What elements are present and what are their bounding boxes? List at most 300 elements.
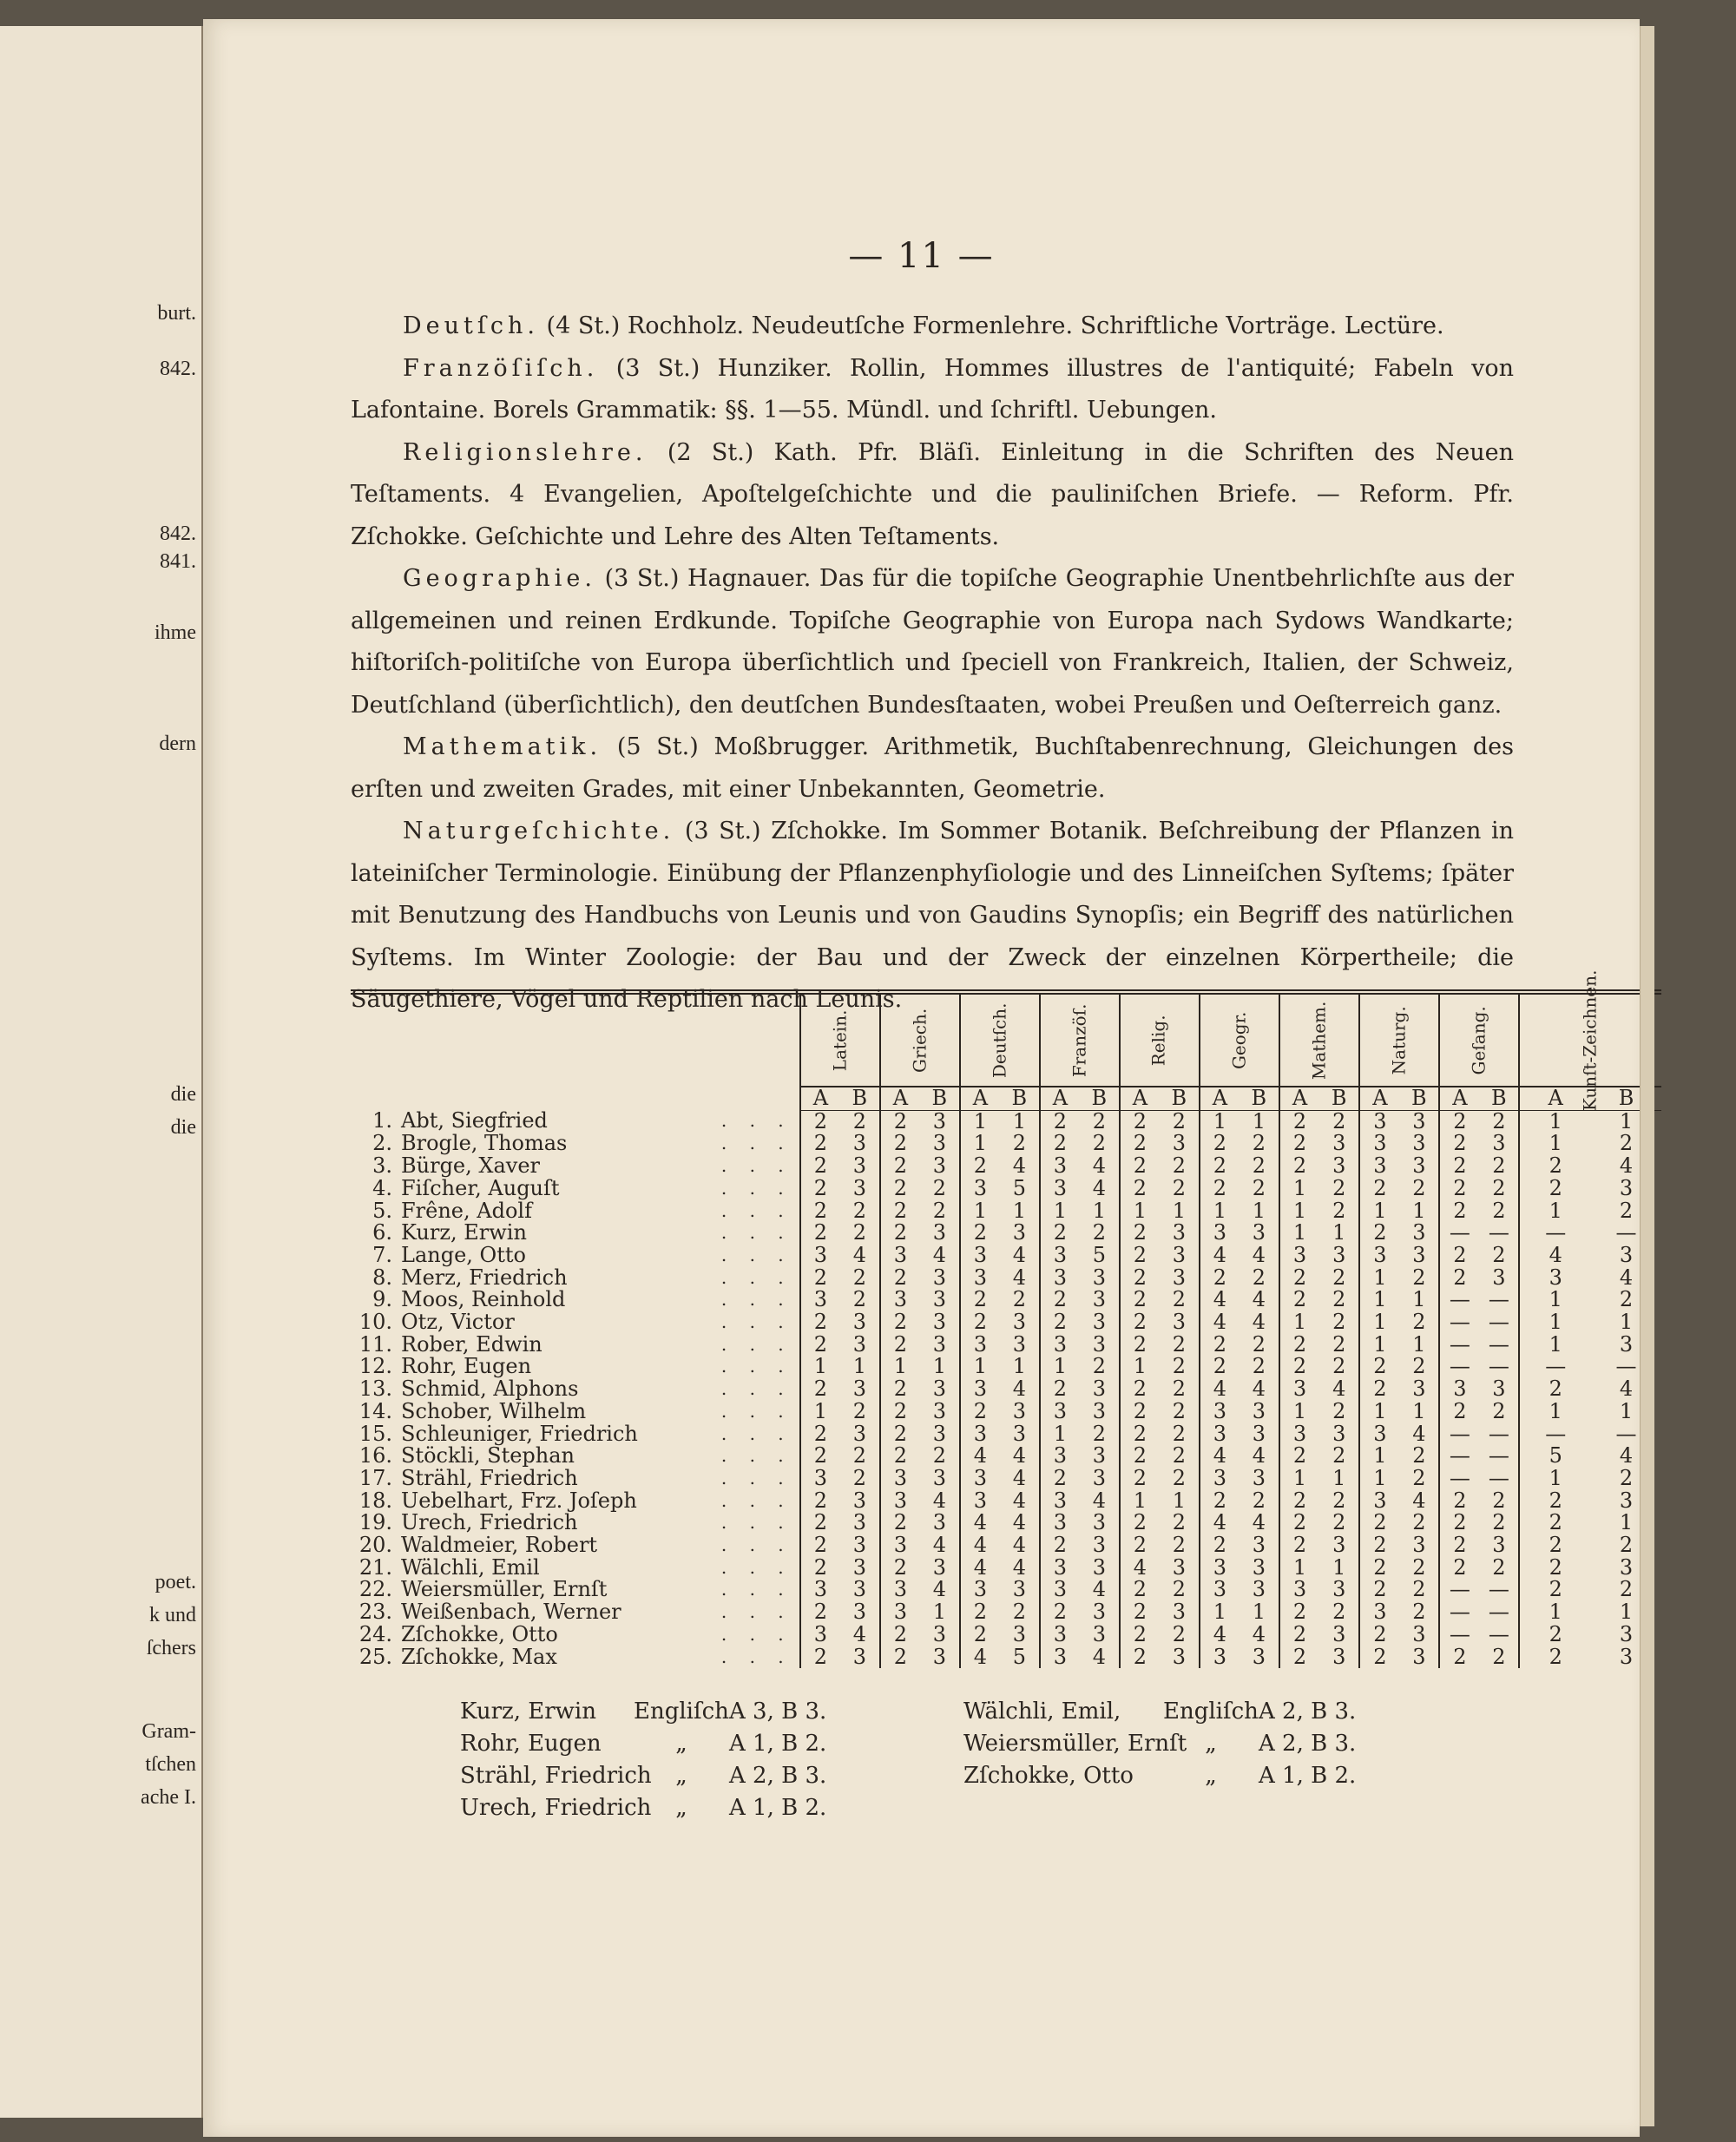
student-name: Uebelhart, Frz. Joſeph <box>401 1488 637 1513</box>
grade-cell: 3 <box>932 1310 947 1335</box>
student-row <box>351 1534 1661 1557</box>
grade-cell: 5 <box>1012 1175 1027 1200</box>
grade-cell: 3 <box>1439 1378 1479 1401</box>
grade-cell: 1 <box>1619 1310 1634 1335</box>
grade-cell: 2 <box>880 1557 920 1580</box>
grade-cell: 3 <box>880 1601 920 1624</box>
grade-cell: 2 <box>960 1222 1000 1245</box>
student-name-cell <box>351 1200 721 1223</box>
grade-cell: 2 <box>1439 1133 1479 1155</box>
student-name: Urech, Friedrich <box>401 1510 578 1535</box>
grade-cell: 3 <box>1492 1265 1506 1290</box>
subject-heading: Religionslehre. <box>403 438 648 466</box>
row-number: 17. <box>358 1465 392 1490</box>
grade-cell: 1 <box>1279 1311 1319 1334</box>
grade-cell: 2 <box>1040 1222 1080 1245</box>
english-note: Weiersmüller, Ernſt „ A 2, B 3. <box>963 1731 1357 1757</box>
grade-cell: 2 <box>1492 1108 1506 1133</box>
grade-cell: — <box>1439 1311 1479 1334</box>
grade-cell: 4 <box>932 1577 947 1602</box>
left-fragment: 842. <box>160 522 196 545</box>
grade-cell: 3 <box>932 1331 947 1357</box>
grade-cell: 1 <box>1279 1222 1319 1245</box>
grade-cell: 1 <box>1359 1200 1399 1223</box>
grade-cell: 2 <box>852 1220 867 1245</box>
grade-cell: 2 <box>932 1175 947 1200</box>
row-number: 6. <box>372 1220 392 1245</box>
grade-cell: 2 <box>1252 1131 1266 1156</box>
grade-cell: 2 <box>1279 1289 1319 1311</box>
grade-cell: 3 <box>1012 1331 1027 1357</box>
grade-cell: 3 <box>880 1468 920 1490</box>
grade-cell: — <box>1615 1354 1637 1379</box>
grade-cell: 1 <box>1120 1490 1160 1513</box>
grade-cell: 3 <box>960 1490 1000 1513</box>
leader-dots: . . . <box>720 1467 792 1488</box>
grade-cell: 2 <box>1439 1401 1479 1423</box>
left-fragment: burt. <box>157 302 196 325</box>
grade-cell: 4 <box>1092 1488 1107 1513</box>
english-note: Kurz, Erwin Engliſch A 3, B 3. <box>460 1698 827 1725</box>
grade-cell: 2 <box>1519 1624 1591 1646</box>
grade-cell: 2 <box>1412 1175 1426 1200</box>
subject-heading: Naturgeſchichte. <box>403 818 675 844</box>
grade-cell: 1 <box>800 1356 840 1378</box>
grade-cell: 2 <box>1359 1222 1399 1245</box>
student-name: Lange, Otto <box>401 1242 526 1267</box>
student-name-cell <box>351 1646 721 1669</box>
subject-header: Latein. <box>800 992 880 1087</box>
grade-cell: 3 <box>1252 1577 1266 1602</box>
subject-header-row <box>351 992 1661 1087</box>
grade-cell: 4 <box>932 1533 947 1558</box>
grade-cell: 2 <box>880 1133 920 1155</box>
leader-dots: . . . <box>720 1378 792 1400</box>
grade-cell: 2 <box>1492 1198 1506 1223</box>
paragraph-text: (3 St.) Hagnauer. Das für die topiſche Geographie Unentbehrlichſte aus der allgemeinen und reinen Erdkunde. Topiſche Geographie von Europa nach Sydows Wandkarte; hiſtoriſch-politiſche von Europa überſichtlich und ſpeciell von Frankreich, Italien, der Schweiz, Deutſchland (überſichtlich), den deutſchen Bundesſtaaten, wobei Preußen und Oeſterreich ganz. <box>351 565 1514 719</box>
grade-cell: 2 <box>1200 1490 1240 1513</box>
grade-cell: 3 <box>1332 1421 1346 1446</box>
grade-cell: 3 <box>932 1644 947 1669</box>
grade-cell: 1 <box>1359 1267 1399 1290</box>
leader-dots: . . . <box>720 1244 792 1265</box>
grade-cell: 2 <box>800 1155 840 1178</box>
grade-cell: — <box>1439 1624 1479 1646</box>
grade-cell: 2 <box>1120 1133 1160 1155</box>
grade-cell: 3 <box>1040 1245 1080 1267</box>
grade-cell: 3 <box>1252 1533 1266 1558</box>
grade-cell: 2 <box>1120 1378 1160 1401</box>
grade-cell: 3 <box>1359 1490 1399 1513</box>
grade-cell: 3 <box>1412 1377 1426 1402</box>
grade-cell: 3 <box>1040 1445 1080 1468</box>
student-row <box>351 1133 1661 1155</box>
student-row <box>351 1200 1661 1223</box>
grade-cell: 3 <box>1092 1533 1107 1558</box>
grade-cell: 1 <box>1279 1200 1319 1223</box>
grade-cell: 4 <box>1412 1488 1426 1513</box>
grade-cell: 3 <box>1492 1533 1506 1558</box>
paragraph-geographie <box>351 558 1514 726</box>
row-number: 9. <box>372 1287 392 1312</box>
subject-header: Naturg. <box>1359 992 1439 1087</box>
grade-cell: 2 <box>1412 1600 1426 1625</box>
grade-cell: 3 <box>1200 1401 1240 1423</box>
grade-cell: 4 <box>1120 1557 1160 1580</box>
student-name: Abt, Siegfried <box>401 1108 548 1133</box>
grade-cell: 2 <box>1279 1601 1319 1624</box>
grade-cell: 2 <box>852 1398 867 1423</box>
grade-cell: 1 <box>1519 1401 1591 1423</box>
grade-cell: 4 <box>960 1534 1000 1557</box>
grades-body <box>351 1087 1661 1668</box>
grade-cell: 4 <box>1252 1287 1266 1312</box>
grade-cell: 3 <box>880 1289 920 1311</box>
grade-cell: 2 <box>1172 1443 1187 1469</box>
student-name-cell <box>351 1445 721 1468</box>
grade-cell: 1 <box>1279 1401 1319 1423</box>
grade-cell: 2 <box>1619 1533 1634 1558</box>
grade-cell: 4 <box>1092 1153 1107 1179</box>
grade-cell: 2 <box>1120 1534 1160 1557</box>
grade-cell: 1 <box>960 1200 1000 1223</box>
subject-header: Geogr. <box>1200 992 1279 1087</box>
grade-cell: 4 <box>1619 1265 1634 1290</box>
grade-cell: 3 <box>1279 1245 1319 1267</box>
grade-cell: 2 <box>880 1423 920 1446</box>
grade-cell: 3 <box>1200 1646 1240 1669</box>
grade-cell: 4 <box>932 1242 947 1267</box>
grade-cell: 2 <box>1120 1401 1160 1423</box>
left-fragment: poet. <box>155 1571 196 1593</box>
grade-cell: 3 <box>932 1398 947 1423</box>
english-note: Rohr, Eugen „ A 1, B 2. <box>460 1731 827 1757</box>
grade-cell: 3 <box>1359 1601 1399 1624</box>
grade-cell: 3 <box>960 1245 1000 1267</box>
grade-cell: 2 <box>1359 1378 1399 1401</box>
grade-cell: 4 <box>1012 1510 1027 1535</box>
student-row <box>351 1222 1661 1245</box>
grade-cell: 3 <box>1279 1579 1319 1601</box>
grade-cell: 2 <box>1519 1646 1591 1669</box>
student-name: Brogle, Thomas <box>401 1131 568 1156</box>
student-name-cell <box>351 1534 721 1557</box>
grade-cell: 2 <box>1040 1311 1080 1334</box>
grade-cell: 1 <box>1200 1601 1240 1624</box>
grade-cell: 3 <box>852 1131 867 1156</box>
grade-cell: 3 <box>932 1377 947 1402</box>
ab-header-cell: B <box>1000 1087 1040 1110</box>
row-number: 16. <box>358 1443 392 1469</box>
grade-cell: 3 <box>1172 1644 1187 1669</box>
student-name: Rohr, Eugen <box>401 1354 532 1379</box>
student-name-cell <box>351 1311 721 1334</box>
grade-cell: 3 <box>932 1153 947 1179</box>
grade-cell: 2 <box>1092 1220 1107 1245</box>
student-name-cell <box>351 1512 721 1534</box>
grade-cell: 4 <box>1012 1488 1027 1513</box>
grade-cell: 2 <box>800 1646 840 1669</box>
grade-cell: 3 <box>1092 1465 1107 1490</box>
grade-cell: 3 <box>1040 1178 1080 1200</box>
student-row <box>351 1356 1661 1378</box>
grade-cell: 3 <box>1252 1554 1266 1580</box>
subject-header: Deutſch. <box>960 992 1040 1087</box>
grade-cell: 2 <box>960 1155 1000 1178</box>
grade-cell: 3 <box>960 1178 1000 1200</box>
grade-cell: 2 <box>1619 1577 1634 1602</box>
grade-cell: 2 <box>932 1198 947 1223</box>
grade-cell: 2 <box>1332 1488 1346 1513</box>
grade-cell: 4 <box>1252 1377 1266 1402</box>
grade-cell: 2 <box>1359 1512 1399 1534</box>
grade-cell: 2 <box>1359 1557 1399 1580</box>
subject-heading: Franzöſiſch. <box>403 354 599 382</box>
grade-cell: 1 <box>800 1401 840 1423</box>
leader-dots: . . . <box>720 1311 792 1333</box>
student-row <box>351 1468 1661 1490</box>
subject-header: Griech. <box>880 992 960 1087</box>
grade-cell: 2 <box>960 1401 1000 1423</box>
grade-cell: 2 <box>1012 1287 1027 1312</box>
grade-cell: 3 <box>1012 1577 1027 1602</box>
grade-cell: 1 <box>1252 1198 1266 1223</box>
grade-cell: 2 <box>1439 1155 1479 1178</box>
grade-cell: 2 <box>880 1110 920 1133</box>
grade-cell: 2 <box>1359 1178 1399 1200</box>
grade-cell: 1 <box>1120 1200 1160 1223</box>
grade-cell: 4 <box>1012 1443 1027 1469</box>
grade-cell: 3 <box>1012 1220 1027 1245</box>
row-number: 12. <box>358 1354 392 1379</box>
header-spacer <box>351 992 800 1087</box>
row-number: 21. <box>358 1554 392 1580</box>
left-fragment: ihme <box>155 621 196 644</box>
student-name-cell <box>351 1289 721 1311</box>
row-number: 5. <box>372 1198 392 1223</box>
grade-cell: 1 <box>1012 1198 1027 1223</box>
grade-cell: 2 <box>1492 1153 1506 1179</box>
grade-cell: 3 <box>1092 1331 1107 1357</box>
grade-cell: 2 <box>1279 1356 1319 1378</box>
grade-cell: 2 <box>1120 1468 1160 1490</box>
grade-cell: 1 <box>1619 1108 1634 1133</box>
grade-cell: 2 <box>1200 1334 1240 1357</box>
grade-cell: 1 <box>1332 1465 1346 1490</box>
grade-cell: 3 <box>1359 1133 1399 1155</box>
grade-cell: 3 <box>1619 1554 1634 1580</box>
grade-cell: 4 <box>1200 1245 1240 1267</box>
grade-cell: 1 <box>1519 1110 1591 1133</box>
grade-cell: 2 <box>852 1198 867 1223</box>
grade-cell: 2 <box>1332 1600 1346 1625</box>
grade-cell: 5 <box>1519 1445 1591 1468</box>
grade-cell: 1 <box>932 1600 947 1625</box>
leader-dots: . . . <box>720 1110 792 1132</box>
grade-cell: — <box>1439 1579 1479 1601</box>
subject-heading: Mathematik. <box>403 733 602 760</box>
grade-cell: 3 <box>932 1265 947 1290</box>
grade-cell: 2 <box>1279 1445 1319 1468</box>
left-fragment: 842. <box>160 358 196 380</box>
grade-cell: 3 <box>1092 1265 1107 1290</box>
grade-cell: 1 <box>1519 1334 1591 1357</box>
grade-cell: 3 <box>1040 1512 1080 1534</box>
grade-cell: 3 <box>1092 1443 1107 1469</box>
grade-cell: 3 <box>1412 1131 1426 1156</box>
grade-cell: 3 <box>1619 1331 1634 1357</box>
grade-cell: 2 <box>1172 1465 1187 1490</box>
grade-cell: 3 <box>852 1554 867 1580</box>
grade-cell: 3 <box>1092 1554 1107 1580</box>
grade-cell: — <box>1488 1443 1509 1469</box>
grade-cell: 3 <box>932 1421 947 1446</box>
grade-cell: 2 <box>1120 1110 1160 1133</box>
grade-cell: 3 <box>1092 1621 1107 1646</box>
student-name-cell <box>351 1579 721 1601</box>
grade-cell: 2 <box>1439 1512 1479 1534</box>
grade-cell: 2 <box>1040 1289 1080 1311</box>
grade-cell: — <box>1439 1356 1479 1378</box>
grade-cell: 2 <box>1040 1133 1080 1155</box>
grade-cell: 2 <box>800 1178 840 1200</box>
student-row <box>351 1423 1661 1446</box>
subject-header: Franzöſ. <box>1040 992 1120 1087</box>
student-row <box>351 1245 1661 1267</box>
grade-cell: 2 <box>1332 1398 1346 1423</box>
grade-cell: 1 <box>1359 1289 1399 1311</box>
grade-cell: — <box>1439 1423 1479 1446</box>
left-fragment: 841. <box>160 550 196 573</box>
ab-header-row <box>351 1087 1661 1110</box>
grade-cell: 2 <box>960 1624 1000 1646</box>
grade-cell: 3 <box>1092 1377 1107 1402</box>
grade-cell: 2 <box>1359 1534 1399 1557</box>
grade-cell: 4 <box>1412 1421 1426 1446</box>
student-name: Bürge, Xaver <box>401 1153 541 1179</box>
ab-header-cell: A <box>1439 1087 1479 1110</box>
leader-dots: . . . <box>720 1155 792 1177</box>
grade-cell: 2 <box>1092 1354 1107 1379</box>
grade-cell: — <box>1488 1310 1509 1335</box>
grade-cell: 1 <box>1519 1601 1591 1624</box>
leader-dots: . . . <box>720 1579 792 1600</box>
leader-dots: . . . <box>720 1646 792 1667</box>
grade-cell: 2 <box>1619 1198 1634 1223</box>
grade-cell: 4 <box>1200 1311 1240 1334</box>
grade-cell: 2 <box>1200 1356 1240 1378</box>
grade-cell: 3 <box>800 1624 840 1646</box>
grade-cell: 3 <box>1040 1646 1080 1669</box>
grade-cell: 3 <box>1200 1557 1240 1580</box>
row-number: 7. <box>372 1242 392 1267</box>
ab-header-cell: A <box>1200 1087 1240 1110</box>
grade-cell: 2 <box>880 1200 920 1223</box>
grade-cell: 2 <box>1439 1245 1479 1267</box>
student-name-cell <box>351 1601 721 1624</box>
grade-cell: 2 <box>1252 1175 1266 1200</box>
student-row <box>351 1110 1661 1133</box>
grade-cell: 3 <box>852 1377 867 1402</box>
grade-cell: 3 <box>852 1421 867 1446</box>
leader-dots: . . . <box>720 1445 792 1467</box>
grade-cell: 3 <box>932 1465 947 1490</box>
grade-cell: 3 <box>800 1579 840 1601</box>
student-row <box>351 1267 1661 1290</box>
grade-cell: 2 <box>852 1465 867 1490</box>
grade-cell: — <box>1488 1421 1509 1446</box>
grade-cell: 1 <box>1012 1108 1027 1133</box>
grade-cell: 2 <box>1279 1646 1319 1669</box>
left-fragment: ache I. <box>141 1786 196 1809</box>
grade-cell: 2 <box>1092 1421 1107 1446</box>
grade-cell: 1 <box>1519 1133 1591 1155</box>
grade-cell: 3 <box>880 1490 920 1513</box>
grade-cell: 3 <box>1412 1153 1426 1179</box>
english-notes-right <box>963 1696 1356 1792</box>
grade-cell: 3 <box>932 1621 947 1646</box>
grade-cell: 2 <box>800 1378 840 1401</box>
grade-cell: 2 <box>1279 1334 1319 1357</box>
grade-cell: 3 <box>1252 1398 1266 1423</box>
paragraph-text: (3 St.) Zſchokke. Im Sommer Botanik. Beſchreibung der Pflanzen in lateiniſcher Terminologie. Einübung der Pflanzenphyſiologie und des Linneiſchen Syſtems; ſpäter mit Benutzung des Handbuchs von Leunis und von Gaudins Synopſis; ein Begriff des natürlichen Syſtems. Im Winter Zoologie: der Bau und der Zweck der einzelnen Körpertheile; die Säugethiere, Vögel und Reptilien nach Leunis. <box>351 818 1514 1013</box>
grade-cell: 4 <box>1200 1512 1240 1534</box>
grade-cell: 2 <box>1519 1579 1591 1601</box>
ab-header-cell: B <box>1591 1087 1661 1110</box>
grade-cell: 2 <box>800 1534 840 1557</box>
grade-cell: 4 <box>1012 1533 1027 1558</box>
row-number: 20. <box>358 1533 392 1558</box>
subject-header: Kunſt-Zeichnen. <box>1519 992 1661 1087</box>
grade-cell: 3 <box>1172 1131 1187 1156</box>
grade-cell: 1 <box>1279 1468 1319 1490</box>
grade-cell: 3 <box>960 1579 1000 1601</box>
grade-cell: 3 <box>1619 1488 1634 1513</box>
grade-cell: 4 <box>960 1512 1000 1534</box>
grade-cell: 3 <box>1619 1175 1634 1200</box>
grade-cell: 2 <box>1172 1533 1187 1558</box>
grade-cell: 2 <box>1519 1557 1591 1580</box>
grade-cell: 3 <box>880 1579 920 1601</box>
grade-cell: 4 <box>1252 1443 1266 1469</box>
student-row <box>351 1378 1661 1401</box>
student-row <box>351 1490 1661 1513</box>
grades-table <box>351 969 1661 1669</box>
grade-cell: 2 <box>1012 1600 1027 1625</box>
grade-cell: 4 <box>1332 1377 1346 1402</box>
grade-cell: 2 <box>1519 1178 1591 1200</box>
ab-header-cell: B <box>1399 1087 1439 1110</box>
grade-cell: 1 <box>932 1354 947 1379</box>
grade-cell: 2 <box>1492 1644 1506 1669</box>
grade-cell: 3 <box>960 1423 1000 1446</box>
grade-cell: 2 <box>1120 1624 1160 1646</box>
grade-cell: 4 <box>1619 1377 1634 1402</box>
student-name-cell <box>351 1331 721 1357</box>
student-row <box>351 1401 1661 1423</box>
grade-cell: 2 <box>1120 1311 1160 1334</box>
grade-cell: 2 <box>1252 1331 1266 1357</box>
grade-cell: 3 <box>1332 1621 1346 1646</box>
grade-cell: 2 <box>1439 1534 1479 1557</box>
grade-cell: 2 <box>1040 1534 1080 1557</box>
student-row <box>351 1445 1661 1468</box>
grade-cell: 3 <box>1092 1398 1107 1423</box>
row-number: 25. <box>358 1644 392 1669</box>
grade-cell: 4 <box>1619 1443 1634 1469</box>
student-row <box>351 1646 1661 1669</box>
row-number: 19. <box>358 1510 392 1535</box>
